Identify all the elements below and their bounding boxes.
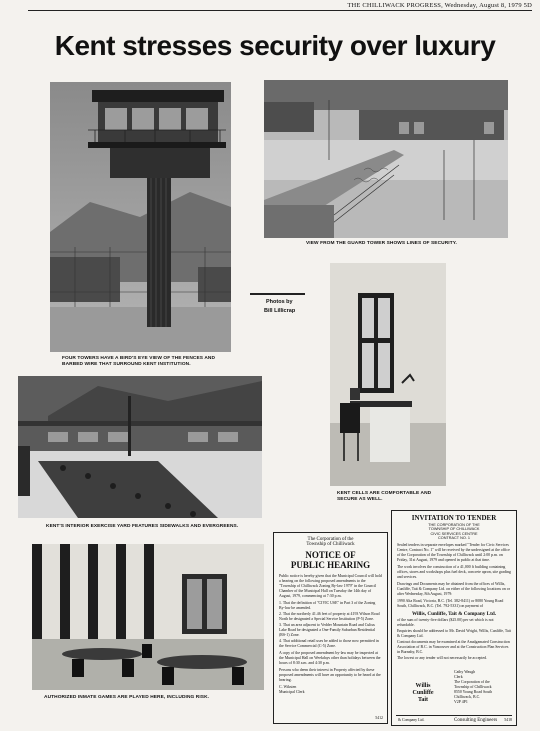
logo-line-3: Tait (417, 697, 429, 703)
tender-para-8: The lowest or any tender will not necessarily be accepted. (397, 656, 488, 660)
tender-footer-right: Consulting Engineers (454, 718, 498, 723)
headline: Kent stresses security over luxury (54, 30, 496, 61)
tender-addr-line: Township of Chilliwack (454, 685, 492, 689)
tender-org-line1: THE CORPORATION OF THE (428, 523, 480, 527)
yard-caption: KENT'S INTERIOR EXERCISE YARD FEATURES SIDEWALKS AND EVERGREENS. (46, 524, 239, 529)
notice-title-line2: PUBLIC HEARING (290, 560, 371, 570)
notice-item-4: 4. That additional retail uses be added to those now permitted in the Service Commercial (C-5) Zone. (279, 639, 379, 648)
tender-addr-line: The Corporation of the (454, 680, 490, 684)
fence-view-illustration (264, 80, 508, 238)
tender-title: INVITATION TO TENDER (411, 514, 497, 522)
guard-tower-illustration (50, 82, 231, 352)
tower-caption: FOUR TOWERS HAVE A BIRD'S EYE VIEW OF THE FENCES AND BARBED WIRE THAT SURROUND KENT INSTITUTION. (62, 356, 216, 367)
notice-code: 5412 (375, 716, 383, 720)
tender-para-2: The work involves the construction of a 41,000 ft building containing offices, stores and workshops plus fuel deck, concrete apron, site grading and services. (397, 565, 511, 579)
masthead: THE CHILLIWACK PROGRESS, Wednesday, August 8, 1979 5D (347, 2, 532, 9)
cell-photo (330, 263, 446, 486)
tender-addr-line: V2P 4P1 (454, 700, 468, 704)
games-room-photo (32, 544, 264, 690)
tender-para-7: Contract documents may be examined at the Amalgamated Construction Association of B.C. in Vancouver and at the Construction Plan Services in Burnaby, B.C. (397, 640, 510, 654)
notice-signer-title: Municipal Clerk (279, 690, 305, 694)
exercise-yard-illustration (18, 376, 262, 518)
cell-illustration (330, 263, 446, 486)
notice-item-1: 1. That the definition of "CIVIC USE" in Part 3 of the Zoning By-law be amended. (279, 601, 376, 610)
games-caption: AUTHORIZED INMATE GAMES ARE PLAYED HERE, INCLUDING RISK. (44, 695, 210, 700)
notice-title (274, 550, 387, 570)
tender-org-line2: TOWNSHIP OF CHILLIWACK (428, 527, 480, 531)
fence-view-photo (264, 80, 508, 238)
photo-credit-label: Photos by (266, 299, 293, 305)
tender-sub-line2: CONTRACT NO. 1 (438, 536, 470, 540)
tender-firm-line: Willis, Cunliffe, Tait & Company Ltd. (411, 611, 497, 617)
photo-credit-name: Bill Lillicrap (264, 308, 296, 314)
masthead-rule (28, 10, 532, 11)
tender-addr-line: 8550 Young Road South (454, 690, 493, 694)
notice-intro: Public notice is hereby given that the Municipal Council will hold a hearing on the following proposed amendments to the "Township of Chilliwack Zoning By-law 1979" in the Council Chamber of the Municipal Hall on Tuesday the 14th day of August, 1979, commencing at 7:30 p.m. (279, 574, 382, 598)
exercise-yard-photo (18, 376, 262, 518)
tender-address-block (454, 670, 512, 705)
games-room-illustration (32, 544, 264, 690)
tender-code: 5418 (504, 718, 512, 722)
credit-rule-top (250, 293, 305, 295)
tender-para-5: of the sum of twenty-five dollars ($25.00) per set which is not refundable. (397, 618, 494, 627)
notice-persons-note: Persons who deem their interest in Property affected by these proposed amendments will have an opportunity to be heard at the hearing. (279, 668, 381, 682)
invitation-to-tender (391, 510, 517, 726)
tender-sub-line1: CIVIC SERVICES CENTRE (430, 532, 478, 536)
tender-footer-rule (396, 715, 512, 716)
notice-signer-name: C. Wiksten (279, 685, 297, 689)
tender-addr-line: Clerk (454, 675, 463, 679)
tender-para-4: 1990 Alta Road, Victoria, B.C. (Tel. 382-8411) or 8080 Young Road South, Chilliwack, B.C. (Tel. 792-5331) on payment of (397, 599, 504, 608)
tender-footer-left: & Company Ltd. (398, 718, 425, 722)
notice-org-line2: Township of Chilliwack (306, 542, 355, 547)
logo-line-2: Cunliffe (412, 690, 434, 696)
notice-org-line1: The Corporation of the (307, 537, 354, 542)
notice-copy-note: A copy of the proposed amendment by-law may be inspected at the Municipal Hall on Weekdays other than holidays between the hours of 8:30 a.m. and 4:30 p.m. (279, 651, 381, 665)
logo-line-1: Willis (415, 683, 431, 689)
tender-addr-line: Cathy Waugh (454, 670, 476, 674)
notice-item-2: 2. That the northerly 41.46 feet of property at 4193 Wilson Road North be designated a Special Service Institution (P-5) Zone. (279, 612, 380, 621)
tender-para-3: Drawings and Documents may be obtained from the offices of Willis, Cunliffe, Tait & Company Ltd. on either of the following locations on or after Wednesday, 8th August, 1979: (397, 582, 511, 596)
tender-para-6: Enquiries should be addressed to Mr. David Wright, Willis, Cunliffe, Tait & Company Ltd. (397, 629, 511, 638)
tender-firm-logo (398, 683, 448, 704)
fence-caption: VIEW FROM THE GUARD TOWER SHOWS LINES OF SECURITY. (306, 241, 457, 246)
cell-caption: KENT CELLS ARE COMFORTABLE AND SECURE AS WELL. (337, 491, 432, 502)
guard-tower-photo (50, 82, 231, 352)
public-hearing-notice (273, 532, 388, 724)
tender-para-1: Sealed tenders in separate envelopes marked "Tender for Civic Services Centre, Contract No. 1" will be received by the undersigned at the office of the Corporation of the Township of Chilliwack until 2:00 p.m. on Friday, 31st August, 1979 and opened in public at that time. (397, 543, 510, 562)
tender-addr-line: Chilliwack, B.C. (454, 695, 481, 699)
notice-title-line1: NOTICE OF (305, 550, 356, 560)
notice-item-3: 3. That an area adjacent to Vedder Mountain Road and Cultus Lake Road be designated a One-Family Suburban Residential (RS-1) Zone. (279, 623, 376, 637)
